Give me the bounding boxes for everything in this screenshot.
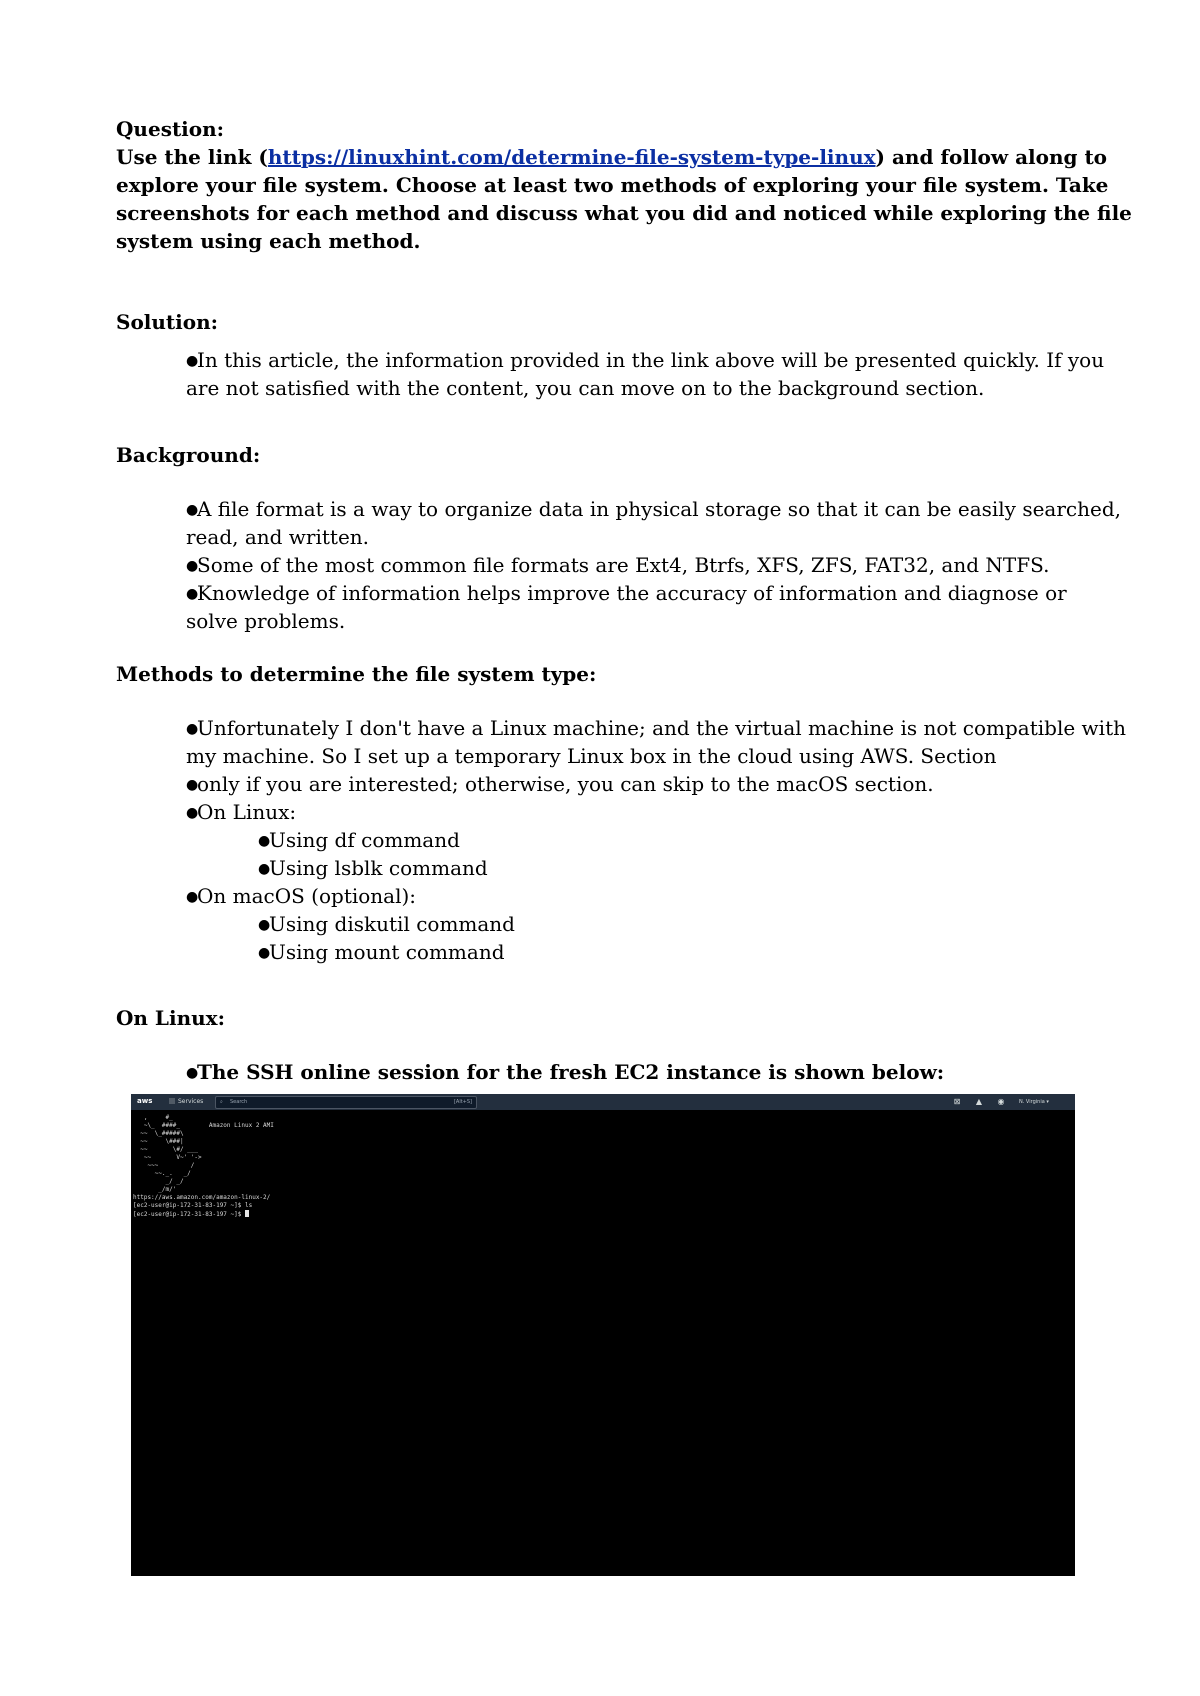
aws-logo: aws xyxy=(137,1097,153,1105)
question-line-4: system using each method. xyxy=(116,229,421,253)
methods-sub-3-text: Using diskutil command xyxy=(269,912,515,936)
search-icon: ⌕ xyxy=(220,1099,223,1105)
bullet-icon: ● xyxy=(186,721,199,737)
terminal-cursor xyxy=(245,1210,249,1217)
background-bullet-2-text: Some of the most common file formats are Ext4, Btrfs, XFS, ZFS, FAT32, and NTFS. xyxy=(197,553,1050,577)
bullet-icon: ● xyxy=(186,777,199,793)
background-bullet-3-line-1: Knowledge of information helps improve the accuracy of information and diagnose or xyxy=(197,581,1067,605)
methods-sub-1-text: Using df command xyxy=(269,828,460,852)
methods-bullet-3 xyxy=(186,798,296,827)
methods-sub-4-text: Using mount command xyxy=(269,940,505,964)
methods-heading: Methods to determine the file system type: xyxy=(116,662,597,686)
methods-sub-1 xyxy=(258,826,460,855)
background-bullet-1-line-1: A file format is a way to organize data in physical storage so that it can be easily searched, xyxy=(197,497,1121,521)
background-bullet-3-line-2: solve problems. xyxy=(186,609,346,633)
linuxhint-link[interactable]: https://linuxhint.com/determine-file-system-type-linux xyxy=(267,145,876,169)
solution-bullet-1-line-2: are not satisfied with the content, you can move on to the background section. xyxy=(186,376,985,400)
methods-sub-2 xyxy=(258,854,488,883)
bell-icon[interactable]: ▲ xyxy=(975,1097,983,1106)
terminal-line-2: [ec2-user@ip-172-31-83-197 ~]$ ls xyxy=(133,1202,253,1209)
console-search-input[interactable] xyxy=(215,1096,477,1109)
question-line-1 xyxy=(116,143,1107,171)
search-placeholder: Search xyxy=(230,1099,248,1105)
cloudshell-icon[interactable]: ⊠ xyxy=(953,1097,961,1106)
terminal-line-1: https://aws.amazon.com/amazon-linux-2/ xyxy=(133,1194,271,1201)
methods-sub-4 xyxy=(258,938,505,967)
background-bullet-2 xyxy=(186,551,1049,580)
aws-console-nav-bar xyxy=(131,1094,1075,1110)
background-bullet-3 xyxy=(186,579,1067,608)
services-menu[interactable] xyxy=(169,1096,203,1108)
search-shortcut: [Alt+S] xyxy=(453,1099,472,1105)
methods-bullet-1-line-1: Unfortunately I don't have a Linux machine; and the virtual machine is not compatible with xyxy=(197,716,1126,740)
bullet-icon: ● xyxy=(186,889,199,905)
bullet-icon: ● xyxy=(186,353,199,369)
question-line-1-prefix: Use the link ( xyxy=(116,145,268,169)
help-icon[interactable]: ◉ xyxy=(997,1097,1005,1106)
methods-bullet-1-line-2: my machine. So I set up a temporary Linux box in the cloud using AWS. Section xyxy=(186,744,997,768)
methods-bullet-2-text: only if you are interested; otherwise, you can skip to the macOS section. xyxy=(197,772,934,796)
terminal-output[interactable] xyxy=(133,1114,1063,1219)
question-line-1-suffix: ) and follow along to xyxy=(875,145,1108,169)
background-bullet-1 xyxy=(186,495,1121,524)
terminal-line-3: [ec2-user@ip-172-31-83-197 ~]$ xyxy=(133,1211,245,1218)
methods-bullet-3-text: On Linux: xyxy=(197,800,297,824)
region-menu[interactable]: N. Virginia ▾ xyxy=(1019,1099,1049,1105)
bullet-icon: ● xyxy=(186,805,199,821)
solution-heading: Solution: xyxy=(116,310,219,334)
on-linux-heading: On Linux: xyxy=(116,1006,225,1030)
services-label: Services xyxy=(178,1098,204,1105)
bullet-icon: ● xyxy=(186,502,199,518)
methods-bullet-4 xyxy=(186,882,416,911)
methods-sub-2-text: Using lsblk command xyxy=(269,856,488,880)
bullet-icon: ● xyxy=(258,833,271,849)
on-linux-bullet-1 xyxy=(186,1058,944,1087)
solution-bullet-1-line-1: In this article, the information provided in the link above will be presented quickly. If you xyxy=(197,348,1105,372)
bullet-icon: ● xyxy=(186,586,199,602)
bullet-icon: ● xyxy=(186,1065,199,1081)
terminal-banner: , #_ ~\_ ####_ Amazon Linux 2 AMI ~~ \_#####\ ~~ \###| ~~ \#/ ___ ~~ V~' '-> ~~~ / ~~._. _/ _/ _/ _/m/' xyxy=(140,1114,274,1193)
question-line-2: explore your file system. Choose at least two methods of exploring your file system. Take xyxy=(116,173,1109,197)
methods-bullet-2 xyxy=(186,770,934,799)
bullet-icon: ● xyxy=(258,945,271,961)
bullet-icon: ● xyxy=(186,558,199,574)
bullet-icon: ● xyxy=(258,861,271,877)
methods-sub-3 xyxy=(258,910,515,939)
bullet-icon: ● xyxy=(258,917,271,933)
question-line-3: screenshots for each method and discuss what you did and noticed while exploring the file xyxy=(116,201,1132,225)
solution-bullet-1 xyxy=(186,346,1104,375)
background-heading: Background: xyxy=(116,443,261,467)
ssh-session-screenshot xyxy=(131,1094,1075,1576)
methods-bullet-1 xyxy=(186,714,1126,743)
on-linux-bullet-1-text: The SSH online session for the fresh EC2 instance is shown below: xyxy=(197,1060,945,1084)
background-bullet-1-line-2: read, and written. xyxy=(186,525,370,549)
methods-bullet-4-text: On macOS (optional): xyxy=(197,884,417,908)
grid-icon xyxy=(169,1098,175,1104)
question-heading: Question: xyxy=(116,117,225,141)
